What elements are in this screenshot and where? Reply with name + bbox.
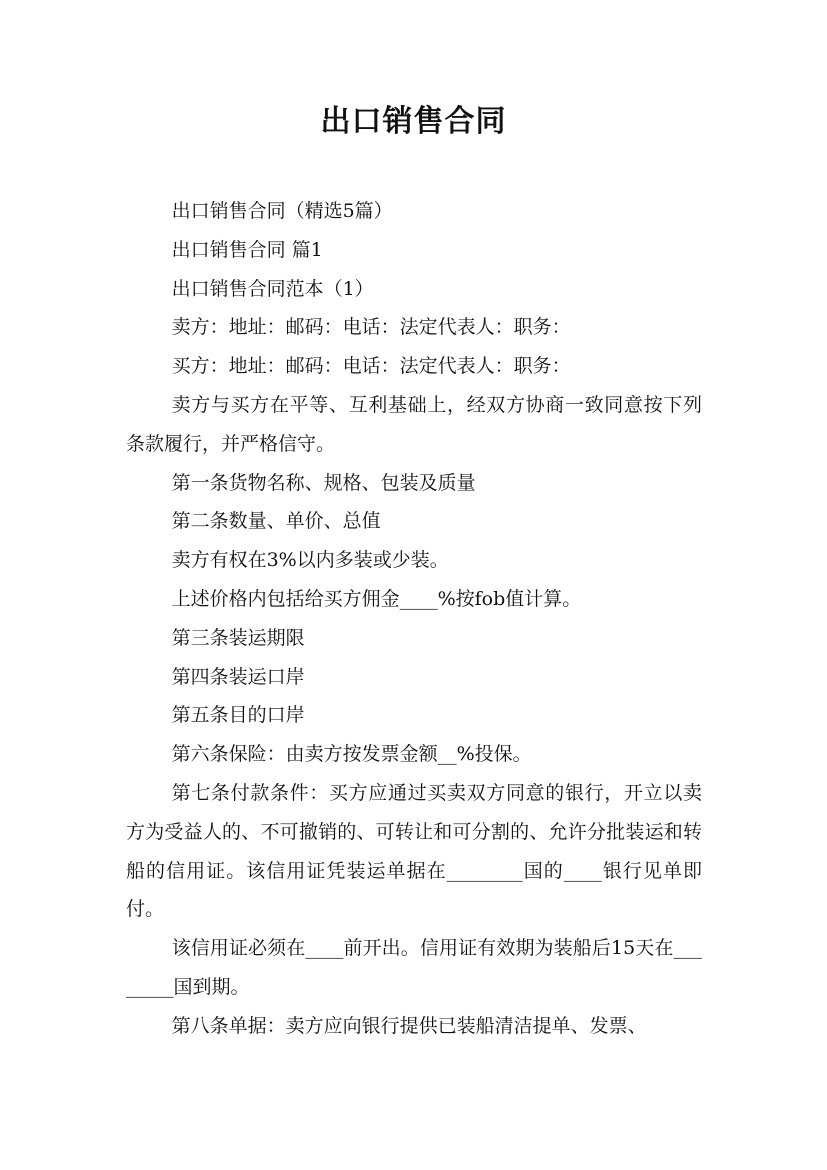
paragraph-article-3: 第三条装运期限 [171, 626, 305, 649]
paragraph-template-heading: 出口销售合同范本（1） [171, 277, 374, 300]
paragraph-article-7: 第七条付款条件：买方应通过买卖双方同意的银行，开立以卖方为受益人的、不可撤销的、可转让和可分割的、允许分批装运和转船的信用证。该信用证凭装运单据在________国的____银行见单即付。 [126, 781, 702, 921]
paragraph-collection-heading: 出口销售合同（精选5篇） [171, 200, 393, 222]
paragraph-preamble: 卖方与买方在平等、互利基础上，经双方协商一致同意按下列条款履行，并严格信守。 [126, 393, 702, 455]
paragraph-article-5: 第五条目的口岸 [171, 704, 305, 727]
paragraph-seller-info: 卖方：地址：邮码：电话：法定代表人：职务： [171, 316, 571, 339]
paragraph-commission: 上述价格内包括给买方佣金____%按fob值计算。 [171, 587, 582, 610]
paragraph-article-4: 第四条装运口岸 [171, 665, 305, 688]
paragraph-article-1: 第一条货物名称、规格、包装及质量 [171, 471, 476, 494]
paragraph-buyer-info: 买方：地址：邮码：电话：法定代表人：职务： [171, 355, 571, 378]
document-title: 出口销售合同 [320, 104, 507, 139]
paragraph-article-6: 第六条保险：由卖方按发票金额__%投保。 [171, 743, 532, 766]
paragraph-quantity-tolerance: 卖方有权在3%以内多装或少装。 [171, 549, 449, 572]
paragraph-credit-validity: 该信用证必须在____前开出。信用证有效期为装船后15天在________国到期。 [126, 937, 702, 998]
paragraph-article-2: 第二条数量、单价、总值 [171, 510, 381, 533]
paragraph-section-heading: 出口销售合同 篇1 [171, 238, 323, 261]
document-body [126, 192, 702, 1046]
paragraph-article-8: 第八条单据：卖方应向银行提供已装船清洁提单、发票、 [171, 1014, 647, 1037]
